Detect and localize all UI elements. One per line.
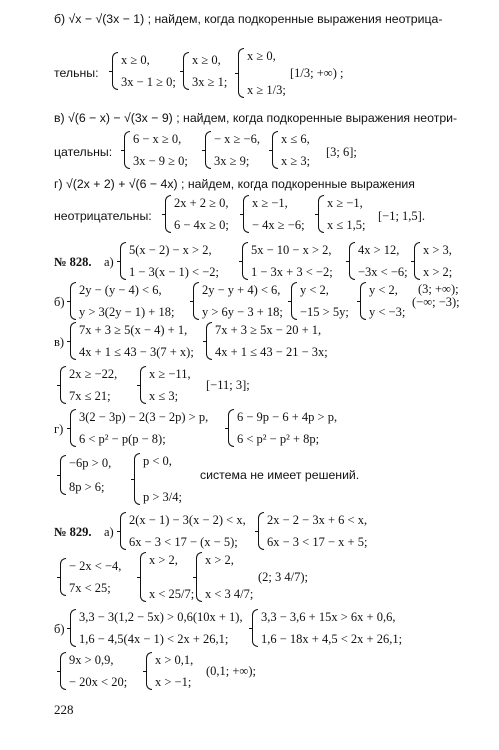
system-828a-2: 5x − 10 − x > 2, 1 − 3x + 3 < −2; bbox=[242, 242, 333, 280]
system-828g-1: 3(2 − 3p) − 2(3 − 2p) > p, 6 < p² − p(p − 8); bbox=[70, 409, 208, 447]
system-b-2: x ≥ 0, 3x ≥ 1; bbox=[183, 52, 227, 90]
item-v-intro: в) √(6 − x) − √(3x − 9) ; найдем, когда подкоренные выражения неотри- bbox=[54, 111, 458, 125]
item-828a-label: а) bbox=[104, 255, 114, 269]
item-v-answer: [3; 6]; bbox=[326, 145, 357, 159]
system-828b-3: y < 2, −15 > 5y; bbox=[291, 282, 349, 320]
system-829b-4: x > 0,1, x > −1; bbox=[146, 652, 193, 690]
system-828v-3: 2x ≥ −22, 7x ≤ 21; bbox=[60, 366, 117, 404]
system-829a-1: 2(x − 1) − 3(x − 2) < x, 6x − 3 < 17 − (x − 5); bbox=[120, 512, 246, 550]
item-829b-answer: (0,1; +∞); bbox=[206, 664, 256, 678]
system-v-2: − x ≥ −6, 3x ≥ 9; bbox=[205, 131, 260, 169]
system-828b-4: y < 2, y < −3; bbox=[360, 282, 405, 320]
system-828g-2: 6 − 9p − 6 + 4p > p, 6 < p² − p² + 8p; bbox=[228, 409, 337, 447]
item-828a-answer: (3; +∞); bbox=[418, 282, 459, 296]
page-number: 228 bbox=[54, 702, 74, 717]
system-g-2: x ≥ −1, − 4x ≥ −6; bbox=[243, 195, 305, 233]
system-829a-2: 2x − 2 − 3x + 6 < x, 6x − 3 < 17 − x + 5; bbox=[258, 512, 367, 550]
item-g-label: неотрицательны: bbox=[54, 209, 152, 223]
system-828g-4: p < 0, p > 3/4; bbox=[134, 453, 182, 505]
item-829a-label: а) bbox=[104, 525, 114, 539]
item-828b-answer: (−∞; −3); bbox=[412, 295, 460, 309]
system-828v-2: 7x + 3 ≥ 5x − 20 + 1, 4x + 1 ≤ 43 − 21 − 3x; bbox=[206, 322, 328, 360]
system-829a-3: − 2x < −4, 7x < 25; bbox=[60, 558, 121, 596]
system-g-3: x ≥ −1, x ≤ 1,5; bbox=[318, 195, 365, 233]
problem-829-number: № 829. bbox=[54, 525, 92, 539]
problem-828-number: № 828. bbox=[54, 255, 92, 269]
system-828g-3: −6p > 0, 8p > 6; bbox=[60, 455, 111, 495]
system-v-1: 6 − x ≥ 0, 3x − 9 ≥ 0; bbox=[124, 131, 188, 169]
item-828b-label: б) bbox=[54, 295, 65, 309]
system-829a-5: x > 2, x < 3 4/7; bbox=[196, 552, 253, 602]
system-828v-4: x ≥ −11, x ≤ 3; bbox=[140, 366, 191, 404]
item-b-label: тельны: bbox=[54, 66, 99, 80]
item-v-label: цательны: bbox=[54, 145, 113, 159]
system-g-1: 2x + 2 ≥ 0, 6 − 4x ≥ 0; bbox=[165, 195, 229, 233]
item-828v-answer: [−11; 3]; bbox=[206, 378, 250, 392]
system-828b-1: 2y − (y − 4) < 6, y > 3(2y − 1) + 18; bbox=[70, 282, 174, 320]
item-828v-label: в) bbox=[54, 335, 65, 349]
item-828g-label: г) bbox=[54, 422, 64, 436]
system-828v-1: 7x + 3 ≥ 5(x − 4) + 1, 4x + 1 ≤ 43 − 3(7 + x); bbox=[70, 322, 194, 360]
item-b-intro: б) √x − √(3x − 1) ; найдем, когда подкоренные выражения неотрица- bbox=[54, 12, 443, 26]
item-g-intro: г) √(2x + 2) + √(6 − 4x) ; найдем, когда подкоренные выражения bbox=[54, 177, 415, 191]
system-b-3: x ≥ 0, x ≥ 1/3; bbox=[238, 48, 286, 98]
system-828a-4: x > 3, x > 2; bbox=[414, 242, 452, 280]
system-828a-3: 4x > 12, −3x < −6; bbox=[349, 242, 408, 280]
item-b-answer: [1/3; +∞) ; bbox=[290, 66, 344, 80]
item-g-answer: [−1; 1,5]. bbox=[378, 209, 425, 223]
system-828a-1: 5(x − 2) − x > 2, 1 − 3(x − 1) < −2; bbox=[120, 242, 219, 280]
system-829b-1: 3,3 − 3(1,2 − 5x) > 0,6(10x + 1), 1,6 − 4,5(4x − 1) < 2x + 26,1; bbox=[70, 609, 243, 647]
system-829b-3: 9x > 0,9, − 20x < 20; bbox=[60, 652, 127, 690]
system-829a-4: x > 2, x < 25/7; bbox=[140, 552, 194, 602]
system-828b-2: 2y − y + 4) < 6, y > 6y − 3 + 18; bbox=[193, 282, 283, 320]
item-828g-answer: система не имеет решений. bbox=[200, 468, 360, 482]
item-829b-label: б) bbox=[54, 622, 65, 636]
system-b-1: x ≥ 0, 3x − 1 ≥ 0; bbox=[112, 52, 176, 90]
system-v-3: x ≤ 6, x ≥ 3; bbox=[272, 131, 310, 169]
system-829b-2: 3,3 − 3,6 + 15x > 6x + 0,6, 1,6 − 18x + 4,5 < 2x + 26,1; bbox=[252, 609, 402, 647]
item-829a-answer: (2; 3 4/7); bbox=[258, 570, 308, 584]
